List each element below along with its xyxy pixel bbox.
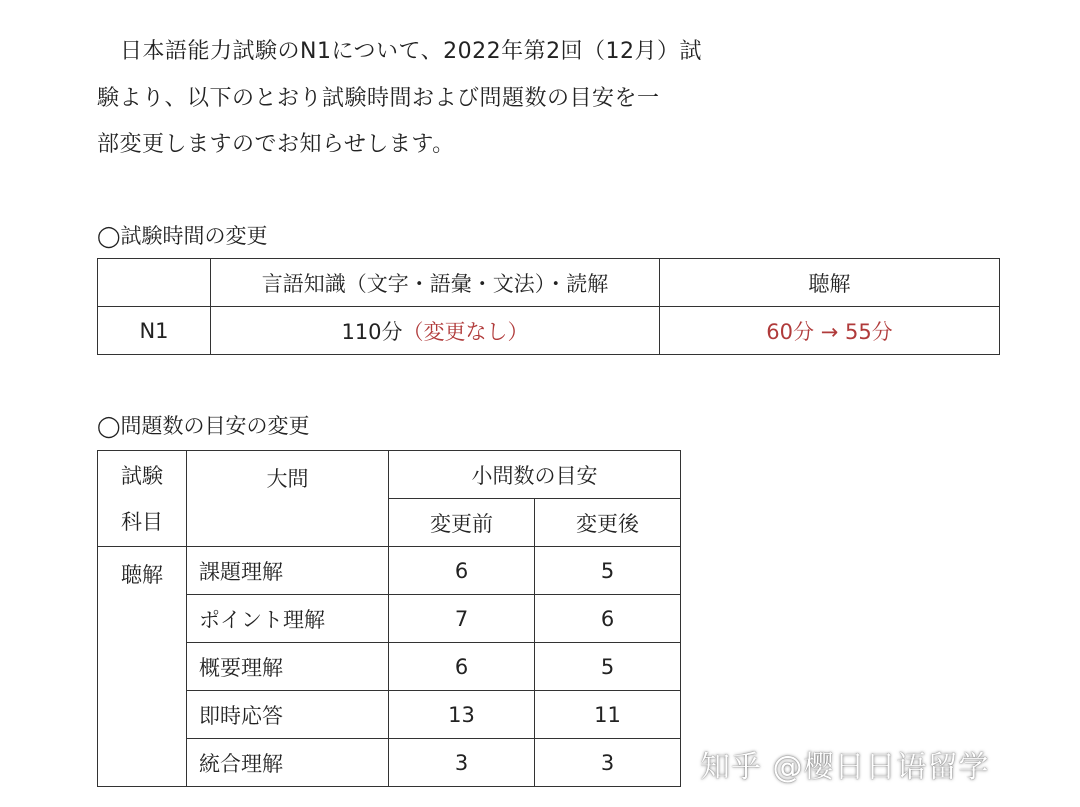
row-name: ポイント理解	[187, 595, 389, 643]
question-count-table	[97, 450, 681, 787]
header-subject	[98, 451, 187, 547]
subject-cell: 聴解	[98, 547, 187, 787]
time-header-listening: 聴解	[660, 259, 1000, 307]
time-row-level: N1	[98, 307, 211, 355]
header-subject-line-1: 試験	[121, 463, 163, 488]
header-major: 大問	[187, 451, 389, 547]
row-before: 7	[389, 595, 535, 643]
header-after: 変更後	[535, 499, 681, 547]
row-after: 3	[535, 739, 681, 787]
header-subject-line-2: 科目	[121, 509, 163, 534]
row-name: 統合理解	[187, 739, 389, 787]
intro-line-3: 部変更しますのでお知らせします。	[97, 132, 455, 157]
row-before: 3	[389, 739, 535, 787]
time-header-knowledge: 言語知識（文字・語彙・文法）・読解	[211, 259, 660, 307]
time-change-heading: ◯試験時間の変更	[97, 224, 268, 248]
intro-line-1: 日本語能力試験のN1について、2022年第2回（12月）試	[120, 39, 703, 64]
header-estimate: 小問数の目安	[389, 451, 681, 499]
row-before: 6	[389, 643, 535, 691]
table-row	[98, 547, 681, 595]
intro-line-2: 験より、以下のとおり試験時間および問題数の目安を一	[97, 86, 660, 111]
row-after: 5	[535, 547, 681, 595]
row-after: 5	[535, 643, 681, 691]
row-after: 11	[535, 691, 681, 739]
knowledge-note: （変更なし）	[402, 319, 529, 344]
row-name: 課題理解	[187, 547, 389, 595]
row-before: 6	[389, 547, 535, 595]
time-row-listening: 60分 → 55分	[660, 307, 1000, 355]
time-row-knowledge	[211, 307, 660, 355]
time-change-table	[97, 258, 1000, 355]
row-after: 6	[535, 595, 681, 643]
watermark-text: 知乎 @樱日日语留学	[700, 750, 990, 785]
time-header-empty	[98, 259, 211, 307]
header-before: 変更前	[389, 499, 535, 547]
row-name: 概要理解	[187, 643, 389, 691]
row-before: 13	[389, 691, 535, 739]
row-name: 即時応答	[187, 691, 389, 739]
knowledge-value: 110分	[341, 319, 403, 344]
count-change-heading: ◯問題数の目安の変更	[97, 414, 310, 438]
